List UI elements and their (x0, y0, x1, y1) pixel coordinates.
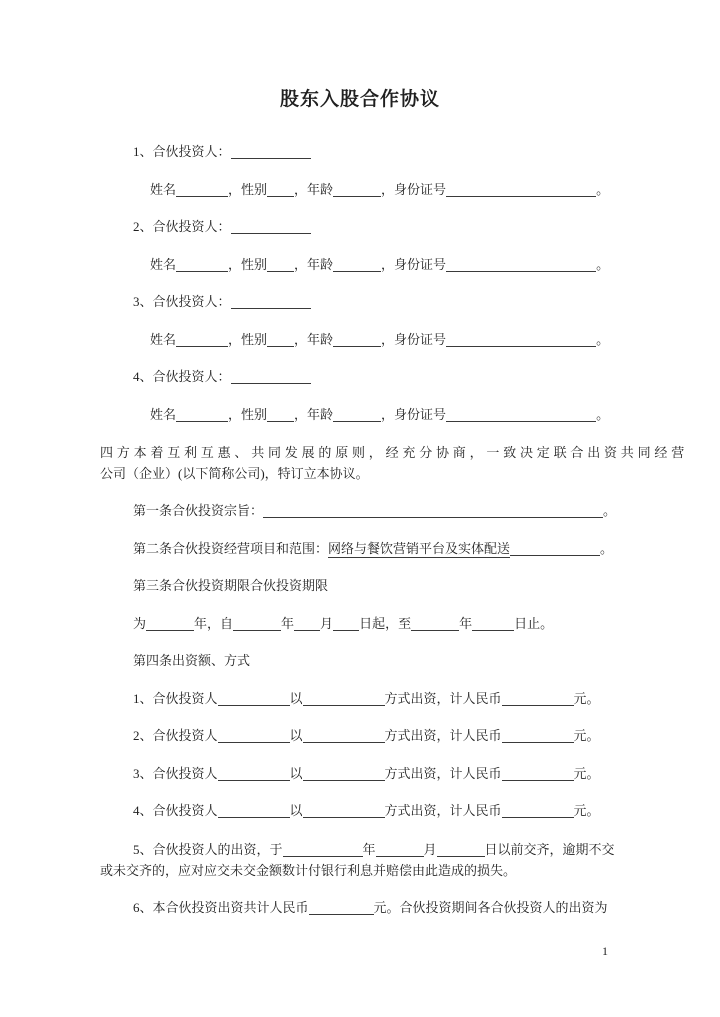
blank-field (176, 183, 228, 197)
clause-text: 4、合伙投资人 (133, 803, 218, 818)
clause-text: 以 (289, 728, 303, 743)
clause-text: 元。 (573, 765, 600, 781)
partner-detail-text: 姓名 (150, 331, 177, 347)
partner-name-blank (231, 220, 311, 234)
clause-line (133, 539, 620, 558)
partner-label-line (133, 142, 620, 161)
partner-detail-line (150, 180, 620, 199)
blank-field (502, 804, 574, 818)
blank-field (218, 767, 290, 781)
partner-detail-text: ，身份证号 (381, 331, 447, 347)
blank-field (267, 408, 294, 422)
intro-line: 公司（企业）(以下简称公司)，特订立本协议。 (100, 466, 369, 481)
clause-text: 以 (289, 803, 303, 818)
blank-field (376, 843, 424, 857)
clause-line (133, 801, 620, 820)
partner-name-blank (231, 145, 311, 159)
clause-text: 元。 (573, 803, 600, 818)
intro-paragraph (100, 442, 690, 484)
partner-detail-text: ，年龄 (294, 181, 334, 197)
blank-field (303, 692, 385, 706)
clause-text: 以 (289, 690, 303, 706)
blank-field (333, 333, 381, 347)
document-body (100, 142, 689, 917)
partner-label-line (133, 217, 620, 236)
clause-text: 2、合伙投资人 (133, 728, 218, 743)
clause-text: 月 (320, 615, 334, 631)
clause-text: 第二条合伙投资经营项目和范围： (133, 540, 329, 556)
blank-field (146, 617, 194, 631)
partner-label: 3、合伙投资人： (133, 294, 231, 309)
blank-field (472, 617, 514, 631)
clause-text: 第一条合伙投资宗旨： (133, 503, 264, 518)
partner-label-line (133, 367, 620, 386)
partner-detail-text: 姓名 (150, 406, 177, 422)
partner-detail-line (150, 405, 620, 424)
filled-field: 网络与餐饮营销平台及实体配送 (328, 540, 511, 556)
clause-text: 3、合伙投资人 (133, 765, 218, 781)
partner-detail-text: ，身份证号 (381, 256, 447, 272)
blank-field (502, 729, 574, 743)
blank-field (303, 729, 385, 743)
blank-field (411, 617, 459, 631)
partner-label: 1、合伙投资人： (133, 144, 231, 159)
clause-text: 6、本合伙投资出资共计人民币 (133, 899, 309, 915)
blank-field (446, 333, 596, 347)
partner-block (100, 217, 620, 274)
partner-detail-text: 。 (596, 256, 610, 272)
clause-line (133, 898, 620, 917)
blank-field (437, 843, 485, 857)
partner-detail-text: ，性别 (228, 406, 268, 422)
blank-field (218, 729, 290, 743)
clause-text: 元。 (573, 690, 600, 706)
clause-line (133, 689, 620, 708)
partner-detail-text: ，年龄 (294, 256, 334, 272)
partner-detail-text: ，年龄 (294, 331, 334, 347)
clause-line (100, 839, 620, 881)
blank-field (218, 692, 290, 706)
clause-text: 方式出资，计人民币 (384, 690, 502, 706)
clause-line (133, 764, 620, 783)
clause-text: 以 (289, 765, 303, 781)
partner-block (100, 292, 620, 349)
clause-text: 为 (133, 615, 147, 631)
clause-text: 方式出资，计人民币 (384, 728, 502, 743)
partner-detail-text: ，年龄 (294, 406, 334, 422)
clause-text: 元。合伙投资期间各合伙投资人的出资为 (373, 899, 608, 915)
clause-line (133, 501, 620, 520)
partner-detail-text: 。 (596, 406, 610, 422)
blank-field (303, 767, 385, 781)
clause-text: 元。 (573, 728, 600, 743)
clause-line (133, 614, 620, 633)
clause-text: 日起，至 (359, 615, 412, 631)
partner-block (100, 142, 620, 199)
clause-text: 5、合伙投资人的出资，于 (133, 841, 283, 857)
blank-field (218, 804, 290, 818)
clause-text: 第三条合伙投资期限合伙投资期限 (133, 578, 329, 593)
blank-field (502, 692, 574, 706)
blank-field (176, 258, 228, 272)
blank-field (267, 333, 294, 347)
blank-field (333, 408, 381, 422)
partner-label: 4、合伙投资人： (133, 369, 231, 384)
clause-text: 日以前交齐，逾期不交或未交齐的，应对应交未交金额数计付银行利息并赔偿由此造成的损失。 (100, 841, 615, 878)
partner-detail-text: 。 (596, 331, 610, 347)
clause-text: 日止。 (514, 615, 554, 631)
blank-field (294, 617, 320, 631)
partner-name-blank (231, 295, 311, 309)
partner-detail-text: ，性别 (228, 331, 268, 347)
partner-label: 2、合伙投资人： (133, 219, 231, 234)
partner-detail-text: ，身份证号 (381, 181, 447, 197)
clause-text: 方式出资，计人民币 (384, 765, 502, 781)
clause-text: 年 (281, 615, 295, 631)
blank-field (446, 258, 596, 272)
blank-field (333, 617, 359, 631)
blank-field (303, 804, 385, 818)
clause-text: 。 (603, 503, 617, 518)
clause-text: 年 (459, 615, 473, 631)
partner-detail-text: 姓名 (150, 256, 177, 272)
partner-name-blank (231, 370, 311, 384)
blank-field (267, 183, 294, 197)
intro-line: 四方本着互利互惠、共同发展的原则，经充分协商，一致决定联合出资共同经营 (100, 445, 689, 460)
clause-line (133, 576, 620, 595)
partner-detail-text: 。 (596, 181, 610, 197)
clause-line (133, 726, 620, 745)
partner-detail-text: ，身份证号 (381, 406, 447, 422)
clause-text: 年，自 (194, 615, 234, 631)
blank-field (267, 258, 294, 272)
clause-text: 第四条出资额、方式 (133, 653, 251, 668)
clause-text: 1、合伙投资人 (133, 690, 218, 706)
partner-detail-text: ，性别 (228, 256, 268, 272)
partner-block (100, 367, 620, 424)
page-number: 1 (602, 944, 608, 958)
clause-text: 月 (423, 841, 437, 857)
doc-title: 股东入股合作协议 (279, 89, 440, 110)
blank-field (283, 843, 363, 857)
clause-text: 方式出资，计人民币 (384, 803, 502, 818)
blank-field (176, 333, 228, 347)
blank-field (446, 408, 596, 422)
partner-detail-line (150, 330, 620, 349)
partner-label-line (133, 292, 620, 311)
partner-detail-line (150, 255, 620, 274)
blank-field (233, 617, 281, 631)
blank-field (309, 901, 374, 915)
clause-text: 年 (362, 841, 376, 857)
blank-field (333, 183, 381, 197)
blank-field (510, 542, 600, 556)
blank-field (502, 767, 574, 781)
partner-detail-text: ，性别 (228, 181, 268, 197)
clause-text: 。 (600, 540, 614, 556)
partner-detail-text: 姓名 (150, 181, 177, 197)
blank-field (263, 504, 603, 518)
blank-field (446, 183, 596, 197)
blank-field (176, 408, 228, 422)
clause-line (133, 651, 620, 670)
blank-field (333, 258, 381, 272)
